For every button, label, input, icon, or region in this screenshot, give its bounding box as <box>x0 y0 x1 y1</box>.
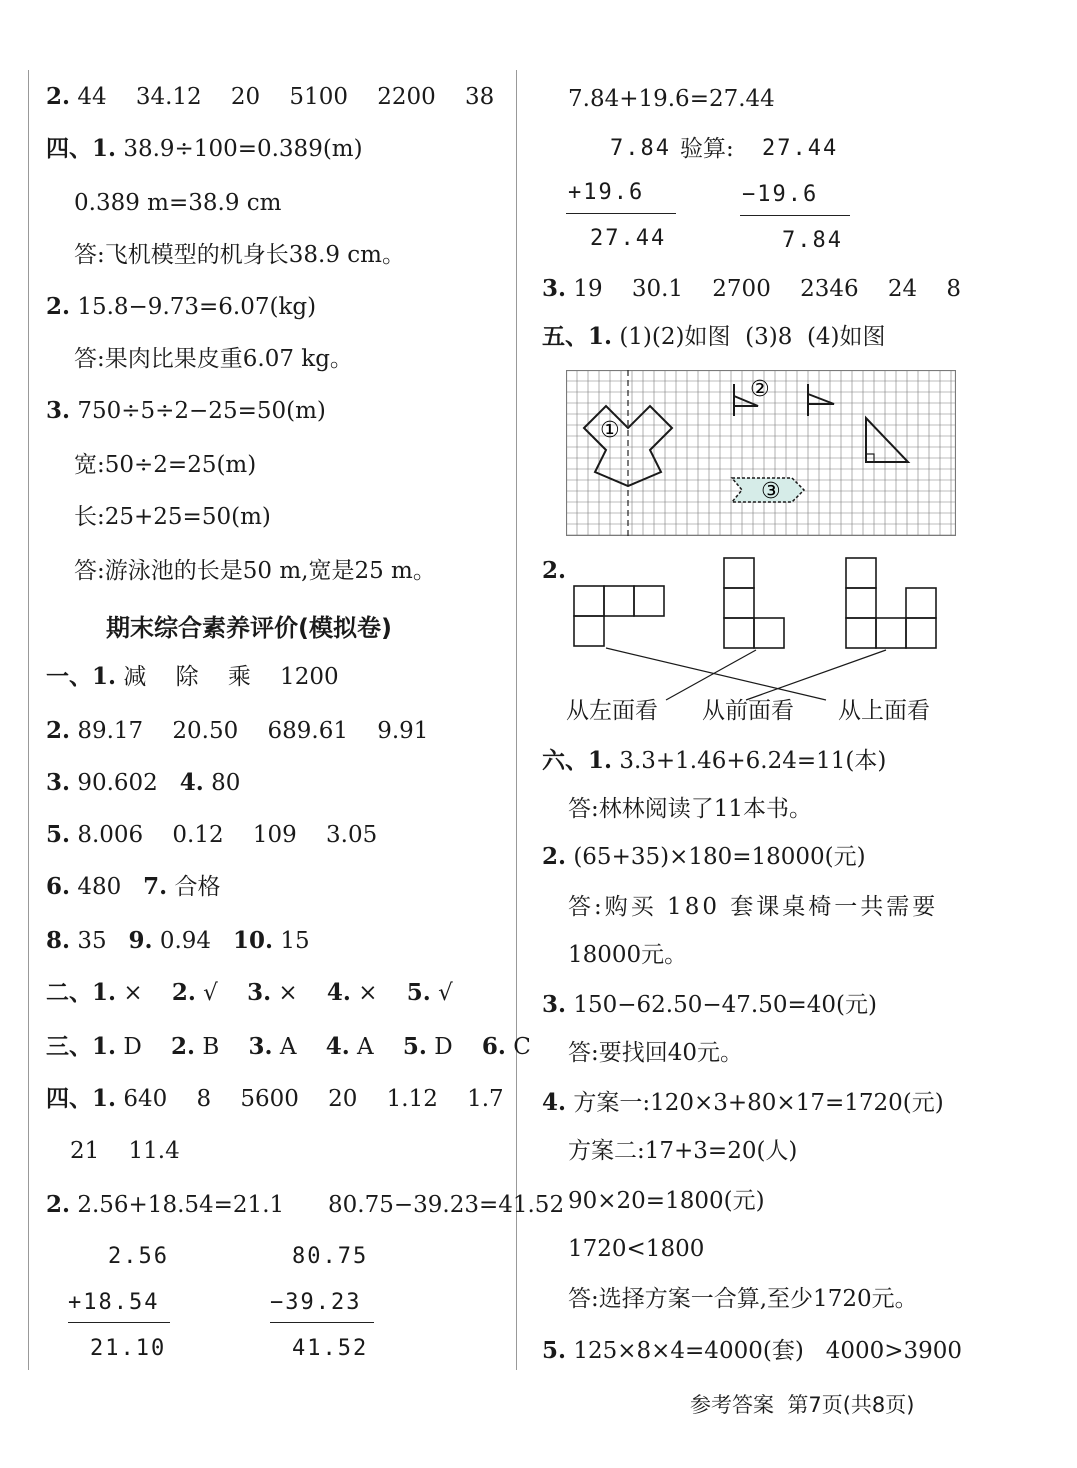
vertical-calc-result: 7.84 <box>782 228 843 253</box>
section-title: 期末综合素养评价(模拟卷) <box>106 614 392 642</box>
view-shape-1 <box>574 586 664 646</box>
view-label-top: 从上面看 <box>838 698 930 724</box>
answer-line: 3. 750÷5÷2−25=50(m) <box>46 397 326 424</box>
answer-line: 0.389 m=38.9 cm <box>74 190 282 216</box>
answer-line: 5. 8.006 0.12 109 3.05 <box>46 821 378 848</box>
vertical-calc-rule <box>740 215 850 216</box>
answer-line: 18000元。 <box>568 942 688 968</box>
vertical-calc-result: 41.52 <box>292 1336 369 1361</box>
answer-line: 2. 89.17 20.50 689.61 9.91 <box>46 717 429 744</box>
vertical-calc-top: 2.56 <box>108 1244 169 1269</box>
answer-line: 3. 19 30.1 2700 2346 24 8 <box>542 275 961 302</box>
answer-line: 3. 150−62.50−47.50=40(元) <box>542 991 877 1018</box>
label-2: ② <box>750 377 770 402</box>
answer-line: 2. (65+35)×180=18000(元) <box>542 843 866 870</box>
answer-line: 三、1. D 2. B 3. A 4. A 5. D 6. C <box>46 1033 531 1060</box>
vertical-calc-bottom: +18.54 <box>68 1290 160 1315</box>
vertical-calc-top: 80.75 <box>292 1244 369 1269</box>
answer-line: 2. <box>542 557 567 584</box>
answer-line: 答:要找回40元。 <box>568 1040 744 1066</box>
left-margin-line <box>28 70 29 1370</box>
match-line <box>746 650 886 700</box>
answer-line: 21 11.4 <box>70 1138 180 1164</box>
answer-line: 二、1. × 2. √ 3. × 4. × 5. √ <box>46 979 453 1006</box>
answer-line: 宽:50÷2=25(m) <box>74 452 257 478</box>
check-label: 验算: <box>680 136 734 162</box>
view-label-front: 从前面看 <box>702 698 794 724</box>
view-shape-3 <box>846 558 936 648</box>
answer-line: 答:购买 180 套课桌椅一共需要 <box>568 894 939 920</box>
answer-line: 答:游泳池的长是50 m,宽是25 m。 <box>74 558 436 584</box>
answer-line: 四、1. 640 8 5600 20 1.12 1.7 <box>46 1085 504 1112</box>
answer-line: 五、1. (1)(2)如图 (3)8 (4)如图 <box>542 323 886 350</box>
answer-line: 长:25+25=50(m) <box>74 504 271 530</box>
vertical-calc-rule <box>270 1322 374 1323</box>
vertical-calc-bottom: +19.6 <box>568 180 645 205</box>
vertical-calc-rule <box>566 213 676 214</box>
answer-line: 答:林林阅读了11本书。 <box>568 796 813 822</box>
page-footer: 参考答案 第7页(共8页) <box>690 1393 915 1417</box>
label-1: ① <box>600 418 620 443</box>
vertical-calc-bottom: −39.23 <box>270 1290 362 1315</box>
vertical-calc-top: 27.44 <box>762 136 839 161</box>
answer-line: 四、1. 38.9÷100=0.389(m) <box>46 135 363 162</box>
answer-line: 2. 2.56+18.54=21.1 80.75−39.23=41.52 <box>46 1191 565 1218</box>
grid-figure <box>566 370 956 536</box>
answer-line: 一、1. 减 除 乘 1200 <box>46 663 339 690</box>
right-triangle <box>866 418 908 462</box>
answer-line: 答:飞机模型的机身长38.9 cm。 <box>74 242 405 268</box>
answer-line: 2. 44 34.12 20 5100 2200 38 <box>46 83 495 110</box>
vertical-calc-top: 7.84 <box>610 136 671 161</box>
answer-line: 6. 480 7. 合格 <box>46 873 221 900</box>
answer-line: 答:果肉比果皮重6.07 kg。 <box>74 346 353 372</box>
answer-line: 4. 方案一:120×3+80×17=1720(元) <box>542 1089 944 1116</box>
answer-line: 答:选择方案一合算,至少1720元。 <box>568 1286 918 1312</box>
view-shape-2 <box>724 558 784 648</box>
match-line <box>606 648 826 700</box>
vertical-calc-result: 21.10 <box>90 1336 167 1361</box>
answer-line: 2. 15.8−9.73=6.07(kg) <box>46 293 317 320</box>
view-label-left: 从左面看 <box>566 698 658 724</box>
vertical-calc-rule <box>68 1322 170 1323</box>
vertical-calc-bottom: −19.6 <box>742 182 819 207</box>
match-line <box>666 650 756 700</box>
answer-line: 5. 125×8×4=4000(套) 4000>3900 <box>542 1337 963 1364</box>
answer-line: 7.84+19.6=27.44 <box>568 86 775 112</box>
label-3: ③ <box>761 479 781 504</box>
answer-line: 方案二:17+3=20(人) <box>568 1138 798 1164</box>
answer-line: 六、1. 3.3+1.46+6.24=11(本) <box>542 747 887 774</box>
answer-line: 90×20=1800(元) <box>568 1188 765 1214</box>
three-views-figure <box>566 554 956 706</box>
column-divider <box>516 70 517 1370</box>
answer-line: 8. 35 9. 0.94 10. 15 <box>46 927 310 954</box>
answer-line: 3. 90.602 4. 80 <box>46 769 241 796</box>
answer-line: 1720<1800 <box>568 1236 705 1262</box>
vertical-calc-result: 27.44 <box>590 226 667 251</box>
